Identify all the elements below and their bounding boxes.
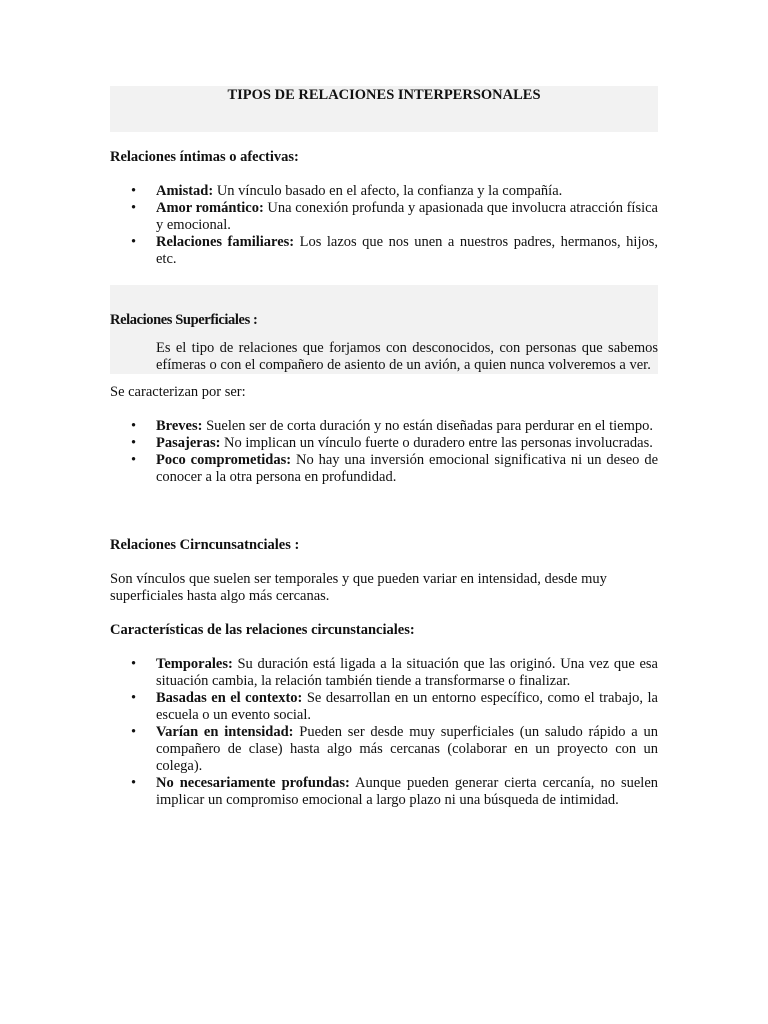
section1-list: [110, 183, 658, 268]
item-term: Relaciones familiares:: [156, 234, 295, 250]
item-text: Aunque pueden generar cierta cercanía, no suelen implicar un compromiso emocional a largo plazo ni una búsqueda de intimidad.: [156, 775, 659, 808]
item-term: Temporales:: [156, 656, 233, 672]
item-term: Amistad:: [156, 183, 214, 199]
section2-description: Es el tipo de relaciones que forjamos con desconocidos, con personas que sabemos efímeras o con el compañero de asiento de un avión, a quien nunca volveremos a ver.: [156, 340, 658, 373]
list-item: [110, 690, 658, 724]
superficial-box: [110, 285, 658, 374]
item-text: Un vínculo basado en el afecto, la confianza y la compañía.: [213, 183, 563, 199]
section3-heading: Relaciones Cirncunsatnciales :: [110, 537, 300, 553]
item-text: Su duración está ligada a la situación que las originó. Una vez que esa situación cambia, la relación también tiende a transformarse o finalizar.: [156, 656, 658, 689]
item-text: No implican un vínculo fuerte o duradero entre las personas involucradas.: [220, 435, 653, 451]
item-term: Varían en intensidad:: [156, 724, 294, 740]
section2-heading: Relaciones Superficiales :: [110, 312, 258, 328]
item-term: Pasajeras:: [156, 435, 221, 451]
item-text: Suelen ser de corta duración y no están diseñadas para perdurar en el tiempo.: [202, 418, 653, 434]
list-item: [110, 452, 658, 486]
section3-list: [110, 656, 658, 809]
section2-intro: Se caracterizan por ser:: [110, 384, 246, 400]
item-text: Una conexión profunda y apasionada que involucra atracción física y emocional.: [156, 200, 658, 233]
section1-heading: Relaciones íntimas o afectivas:: [110, 149, 299, 165]
document-title: TIPOS DE RELACIONES INTERPERSONALES: [227, 87, 541, 103]
list-item: [110, 183, 658, 200]
list-item: [110, 435, 658, 452]
item-text: Pueden ser desde muy superficiales (un saludo rápido a un compañero de clase) hasta algo más cercanas (colaborar en un proyecto con un colega).: [156, 724, 659, 774]
item-term: Poco comprometidas:: [156, 452, 292, 468]
list-item: [110, 656, 658, 690]
item-term: Breves:: [156, 418, 203, 434]
list-item: [110, 775, 658, 809]
list-item: [110, 234, 658, 268]
document-page: [110, 86, 658, 809]
item-term: No necesariamente profundas:: [156, 775, 350, 791]
section3-description: Son vínculos que suelen ser temporales y que pueden variar en intensidad, desde muy superficiales hasta algo más cercanas.: [110, 571, 607, 604]
list-item: [110, 418, 658, 435]
title-box: [110, 86, 658, 132]
list-item: [110, 724, 658, 775]
item-text: Se desarrollan en un entorno específico, como el trabajo, la escuela o un evento social.: [156, 690, 658, 723]
item-text: No hay una inversión emocional significativa ni un deseo de conocer a la otra persona en profundidad.: [156, 452, 659, 485]
section3-subheading: Características de las relaciones circunstanciales:: [110, 622, 415, 638]
item-text: Los lazos que nos unen a nuestros padres, hermanos, hijos, etc.: [156, 234, 658, 267]
section2-list: [110, 418, 658, 486]
list-item: [110, 200, 658, 234]
item-term: Amor romántico:: [156, 200, 264, 216]
item-term: Basadas en el contexto:: [156, 690, 303, 706]
